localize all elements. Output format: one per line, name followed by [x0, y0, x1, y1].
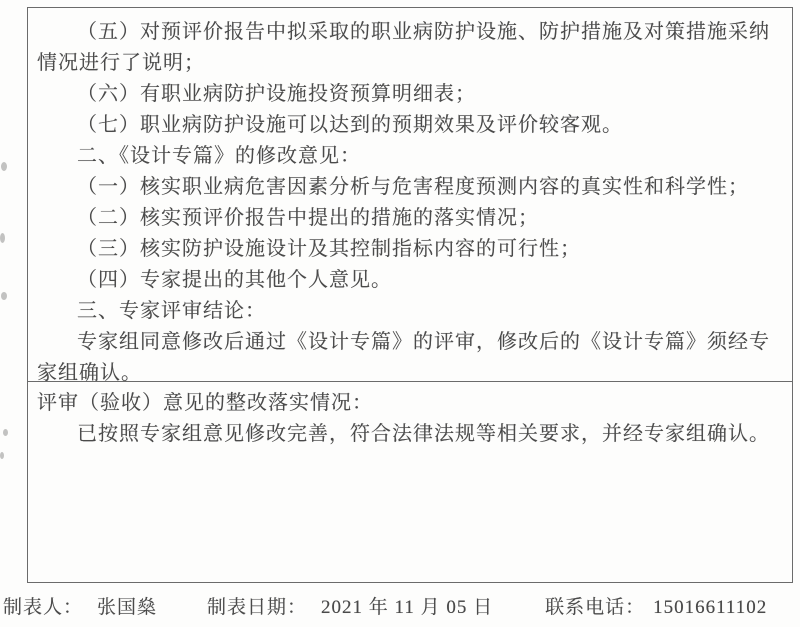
doc-line: （一）核实职业病危害因素分析与危害程度预测内容的真实性和科学性； [77, 176, 749, 198]
doc-line: 情况进行了说明； [37, 52, 205, 74]
rectification-implementation-section [28, 382, 792, 450]
form-table-border [27, 7, 793, 583]
scan-artifact-speck [1, 162, 7, 171]
doc-line: 评审（验收）意见的整改落实情况： [37, 392, 373, 414]
phone-label: 联系电话： [545, 597, 646, 618]
doc-line: （五）对预评价报告中拟采取的职业病防护设施、防护措施及对策措施采纳 [77, 21, 770, 43]
doc-line: 家组确认。 [37, 362, 142, 382]
expert-review-opinion-section [28, 8, 792, 382]
date-label: 制表日期： [207, 597, 308, 618]
doc-line: 二、《设计专篇》的修改意见： [77, 145, 361, 167]
scan-artifact-speck [0, 233, 5, 243]
preparer-label: 制表人： [3, 597, 84, 618]
doc-line: （六）有职业病防护设施投资预算明细表； [77, 83, 476, 105]
date-value: 2021 年 11 月 05 日 [321, 597, 494, 618]
doc-line: （四）专家提出的其他个人意见。 [77, 269, 392, 291]
scan-artifact-speck [0, 452, 4, 459]
doc-line: （七）职业病防护设施可以达到的预期效果及评价较客观。 [77, 114, 623, 136]
preparer-name: 张国燊 [97, 597, 158, 618]
scan-artifact-speck [3, 429, 8, 436]
doc-line: 专家组同意修改后通过《设计专篇》的评审，修改后的《设计专篇》须经专 [77, 331, 770, 353]
form-footer [3, 594, 798, 621]
scan-artifact-speck [1, 292, 7, 300]
doc-line: （三）核实防护设施设计及其控制指标内容的可行性； [77, 238, 581, 260]
doc-line: （二）核实预评价报告中提出的措施的落实情况； [77, 207, 539, 229]
doc-line: 三、专家评审结论： [77, 300, 266, 322]
phone-value: 15016611102 [653, 597, 768, 618]
doc-line: 已按照专家组意见修改完善，符合法律法规等相关要求，并经专家组确认。 [77, 423, 770, 445]
